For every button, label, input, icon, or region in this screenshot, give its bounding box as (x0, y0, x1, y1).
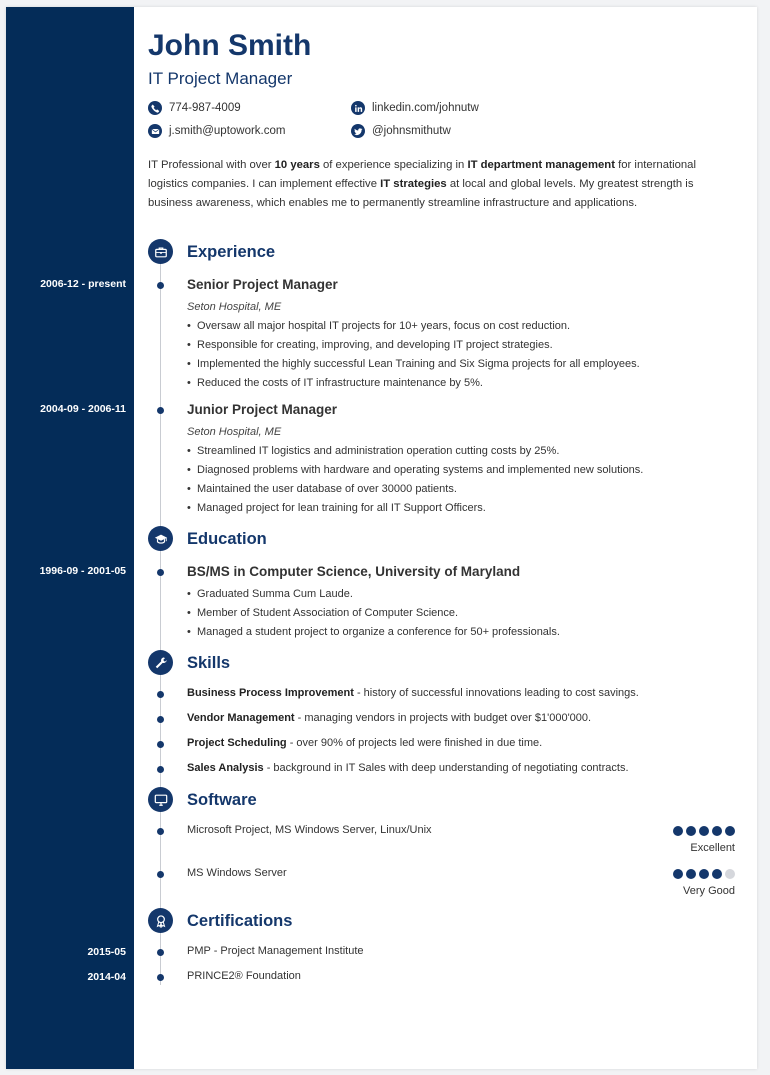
job-2-dates: 2004-09 - 2006-11 (40, 403, 126, 415)
software-1-rating (673, 826, 735, 836)
contact-twitter-text: @johnsmithutw (372, 125, 451, 137)
rating-dot (725, 826, 735, 836)
resume-page (6, 7, 757, 1069)
graduation-cap-icon (148, 526, 173, 551)
education-1-degree: BS/MS in Computer Science, University of Maryland (187, 564, 521, 579)
list-item: • Reduced the costs of IT infrastructure maintenance by 5%. (187, 374, 640, 393)
contact-email[interactable] (148, 124, 285, 138)
list-item: • Member of Student Association of Computer Science. (187, 604, 560, 623)
professional-summary: IT Professional with over 10 years of experience specializing in IT department management for international logistics companies. I can implement effective IT strategies at local and global levels. My greatest strength is business awareness, which enables me to permanently streamline infrastructure and applications. (148, 159, 696, 209)
list-item: • Managed project for lean training for all IT Support Officers. (187, 499, 643, 518)
rating-dot (673, 869, 683, 879)
timeline-dot (157, 569, 164, 576)
list-item: • Graduated Summa Cum Laude. (187, 585, 560, 604)
job-2-company: Seton Hospital, ME (187, 426, 282, 438)
timeline-dot (157, 974, 164, 981)
timeline-dot (157, 407, 164, 414)
list-item: • Maintained the user database of over 30000 patients. (187, 480, 643, 499)
briefcase-icon (148, 239, 173, 264)
section-title-experience: Experience (187, 243, 276, 261)
section-title-skills: Skills (187, 654, 231, 672)
list-item: • Implemented the highly successful Lean Training and Six Sigma projects for all employees. (187, 355, 640, 374)
timeline-dot (157, 828, 164, 835)
contact-linkedin-text: linkedin.com/johnutw (372, 102, 479, 114)
certification-1-date: 2015-05 (87, 946, 126, 958)
certification-2-name: PRINCE2® Foundation (187, 970, 301, 982)
software-1-rating-label: Excellent (690, 842, 735, 854)
timeline-dot (157, 282, 164, 289)
rating-dot (712, 869, 722, 879)
skill-4: Sales Analysis - background in IT Sales with deep understanding of negotiating contracts. (187, 762, 629, 774)
twitter-icon (351, 124, 365, 138)
job-1-title: Senior Project Manager (187, 277, 338, 292)
timeline-dot (157, 741, 164, 748)
list-item: • Diagnosed problems with hardware and operating systems and implemented new solutions. (187, 461, 643, 480)
education-1-dates: 1996-09 - 2001-05 (39, 565, 126, 577)
software-1-name: Microsoft Project, MS Windows Server, Linux/Unix (187, 824, 432, 836)
job-1-bullets (187, 317, 640, 393)
list-item: • Managed a student project to organize a conference for 50+ professionals. (187, 623, 560, 642)
list-item: • Responsible for creating, improving, and developing IT project strategies. (187, 336, 640, 355)
resume-content (6, 7, 757, 1069)
monitor-icon (148, 787, 173, 812)
software-2-rating-label: Very Good (683, 885, 735, 897)
section-title-software: Software (187, 791, 257, 809)
job-2-title: Junior Project Manager (187, 402, 338, 417)
education-1-bullets (187, 585, 560, 642)
rating-dot (686, 869, 696, 879)
contact-twitter[interactable] (351, 124, 451, 138)
job-1-company: Seton Hospital, ME (187, 301, 282, 313)
rating-dot (699, 869, 709, 879)
software-2-rating (673, 869, 735, 879)
rating-dot (673, 826, 683, 836)
wrench-icon (148, 650, 173, 675)
list-item: • Oversaw all major hospital IT projects for 10+ years, focus on cost reduction. (187, 317, 640, 336)
timeline-dot (157, 766, 164, 773)
skill-3: Project Scheduling - over 90% of projects led were finished in due time. (187, 737, 543, 749)
candidate-name: John Smith (148, 29, 312, 62)
envelope-icon (148, 124, 162, 138)
contact-phone[interactable] (148, 101, 241, 115)
job-2-bullets (187, 442, 643, 518)
skill-1: Business Process Improvement - history of successful innovations leading to cost savings. (187, 687, 639, 699)
rating-dot (686, 826, 696, 836)
job-1-dates: 2006-12 - present (40, 278, 126, 290)
phone-icon (148, 101, 162, 115)
contact-linkedin[interactable] (351, 101, 479, 115)
linkedin-icon (351, 101, 365, 115)
software-2-name: MS Windows Server (187, 867, 287, 879)
list-item: • Streamlined IT logistics and administration operation cutting costs by 25%. (187, 442, 643, 461)
timeline-dot (157, 691, 164, 698)
rating-dot (712, 826, 722, 836)
section-title-education: Education (187, 530, 267, 548)
certification-1-name: PMP - Project Management Institute (187, 945, 364, 957)
timeline-dot (157, 871, 164, 878)
rating-dot (699, 826, 709, 836)
candidate-title: IT Project Manager (148, 69, 293, 88)
section-title-certifications: Certifications (187, 912, 293, 930)
timeline-dot (157, 716, 164, 723)
rating-dot (725, 869, 735, 879)
contact-email-text: j.smith@uptowork.com (169, 125, 286, 137)
certification-2-date: 2014-04 (87, 971, 126, 983)
skill-2: Vendor Management - managing vendors in projects with budget over $1'000'000. (187, 712, 592, 724)
timeline-dot (157, 949, 164, 956)
award-ribbon-icon (148, 908, 173, 933)
contact-phone-text: 774-987-4009 (169, 102, 241, 114)
